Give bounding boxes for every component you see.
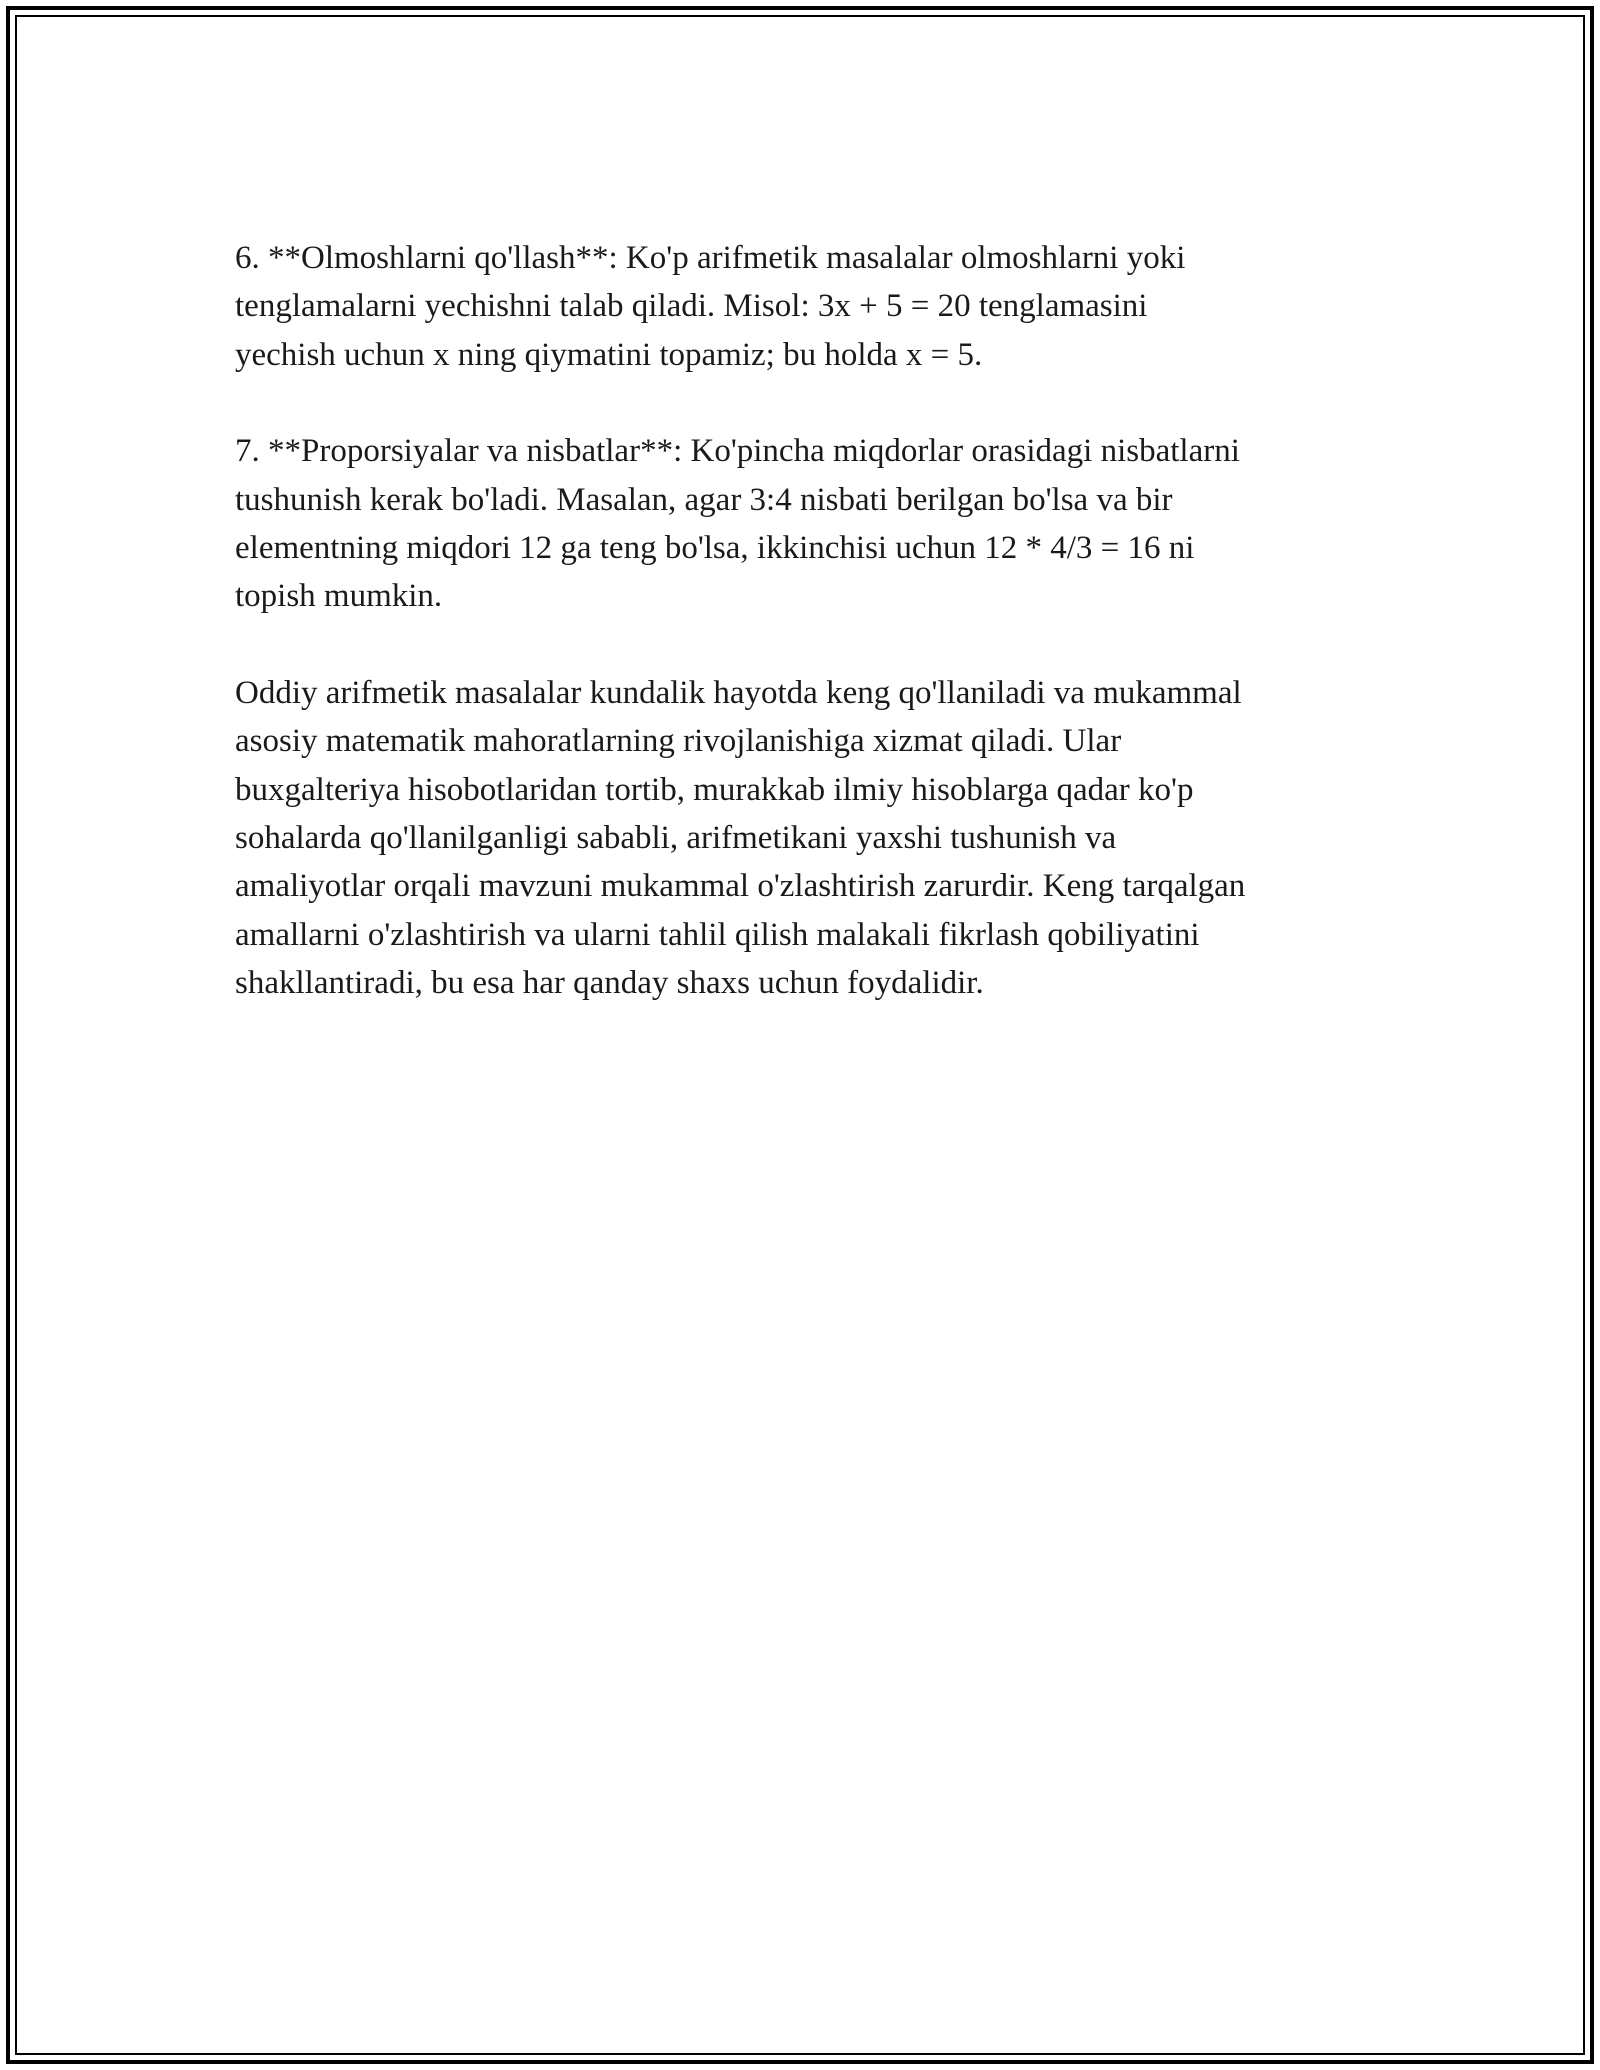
- paragraph-item-6: 6. **Olmoshlarni qo'llash**: Ko'p arifmetik masalalar olmoshlarni yoki tenglamalarni yechishni talab qiladi. Misol: 3x + 5 = 20 tenglamasini yechish uchun x ning qiymatini topamiz; bu holda x = 5.: [235, 240, 1186, 373]
- paragraph-conclusion: Oddiy arifmetik masalalar kundalik hayotda keng qo'llaniladi va mukammal asosiy matematik mahoratlarning rivojlanishiga xizmat qiladi. Ular buxgalteriya hisobotlaridan tortib, murakkab ilmiy hisoblarga qadar ko'p sohalarda qo'llanilganligi sababli, arifmetikani yaxshi tushunish va amaliyotlar orqali mavzuni mukammal o'zlashtirish zarurdir. Keng tarqalgan amallarni o'zlashtirish va ularni tahlil qilish malakali fikrlash qobiliyatini shakllantiradi, bu esa har qanday shaxs uchun foydalidir.: [235, 674, 1246, 1002]
- paragraph-item-7: 7. **Proporsiyalar va nisbatlar**: Ko'pincha miqdorlar orasidagi nisbatlarni tushunish kerak bo'ladi. Masalan, agar 3:4 nisbati berilgan bo'lsa va bir elementning miqdori 12 ga teng bo'lsa, ikkinchisi uchun 12 * 4/3 = 16 ni topish mumkin.: [235, 433, 1240, 615]
- page-content: [235, 234, 1375, 1056]
